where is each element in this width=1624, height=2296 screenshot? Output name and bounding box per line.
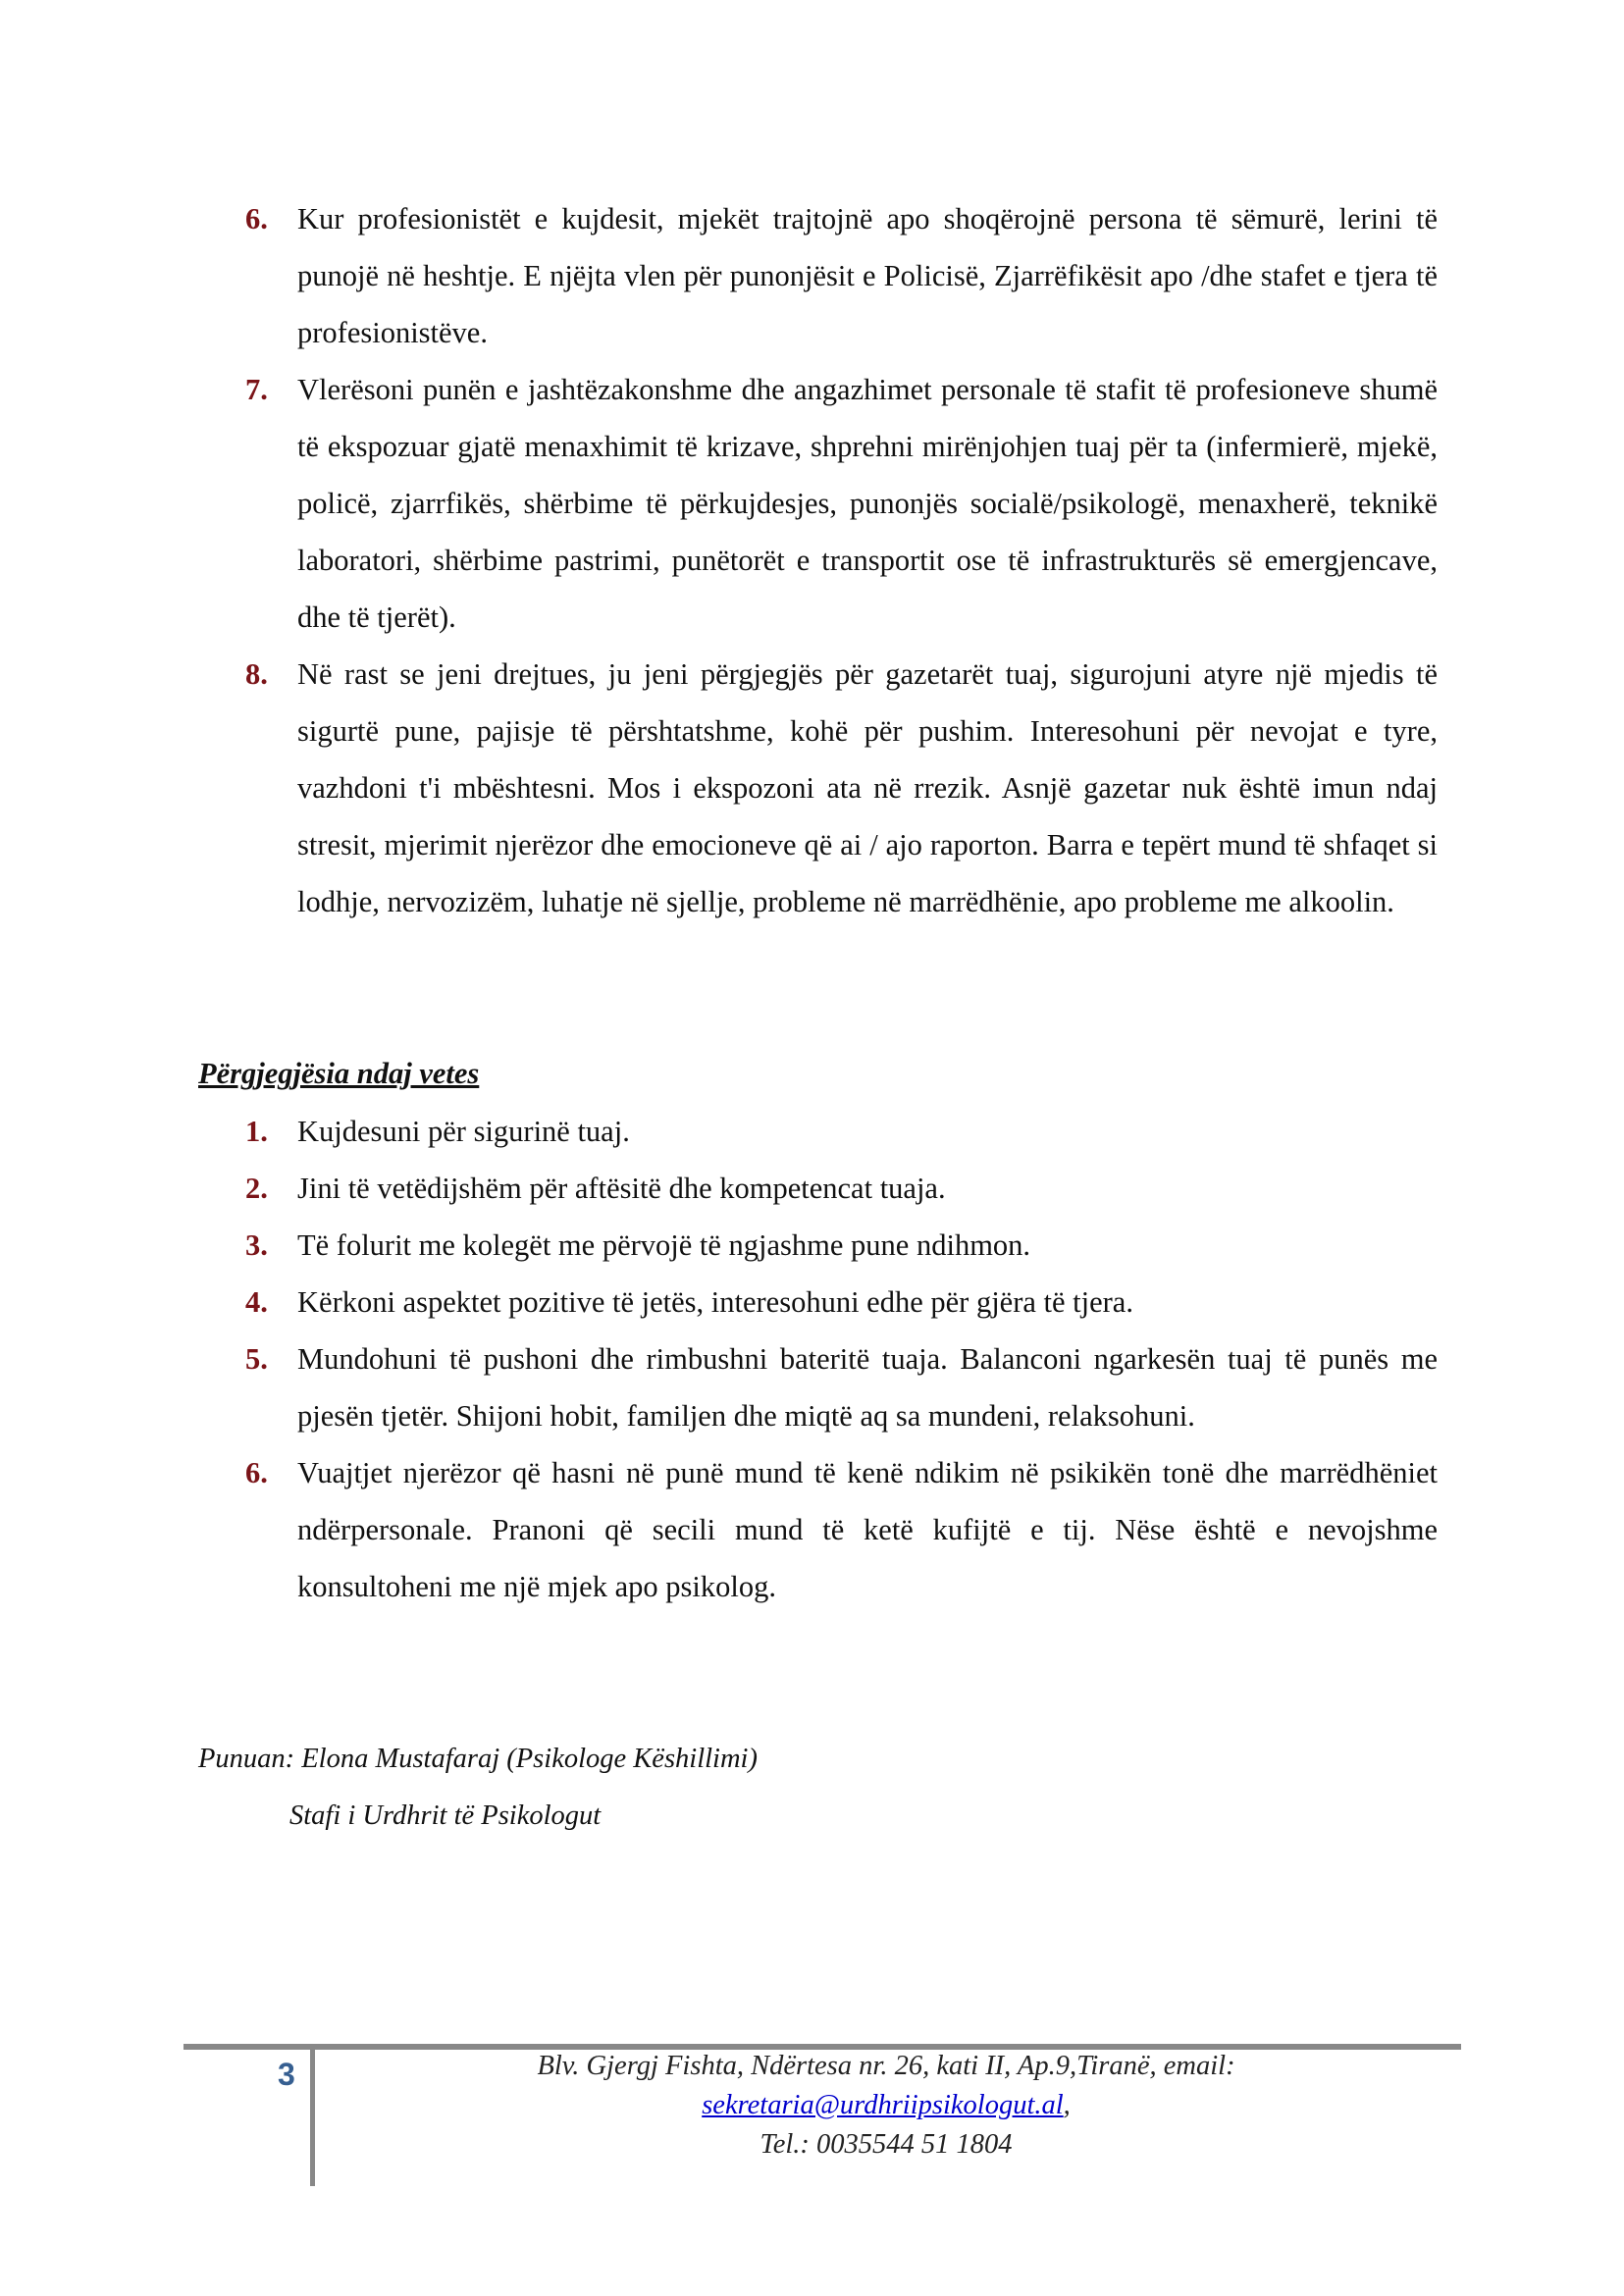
responsibility-to-self-list — [245, 1103, 1438, 1615]
footer-email-suffix: , — [1063, 2090, 1071, 2120]
list-item — [245, 646, 1438, 930]
list-item — [245, 361, 1438, 646]
page-number: 3 — [278, 2057, 295, 2092]
footer-phone: Tel.: 0035544 51 1804 — [760, 2129, 1013, 2160]
list-item — [245, 1331, 1438, 1444]
list-item-text: Kur profesionistët e kujdesit, mjekët trajtojnë apo shoqërojnë persona të sëmurë, lerini të punojë në heshtje. E njëjta vlen për punonjësit e Policisë, Zjarrëfikësit apo /dhe stafet e tjera të profesionistëve. — [297, 202, 1438, 349]
list-item-number: 5. — [245, 1342, 268, 1376]
list-item-number: 6. — [245, 202, 268, 235]
list-item-number: 6. — [245, 1456, 268, 1489]
list-item-number: 7. — [245, 373, 268, 406]
list-item — [245, 1160, 1438, 1217]
list-item-number: 4. — [245, 1285, 268, 1319]
credit-author-line: Punuan: Elona Mustafaraj (Psikologe Këshillimi) — [198, 1744, 758, 1774]
list-item-number: 2. — [245, 1172, 268, 1205]
list-item-number: 1. — [245, 1115, 268, 1148]
section-heading: Përgjegjësia ndaj vetes — [198, 1057, 480, 1090]
list-item-number: 3. — [245, 1228, 268, 1262]
list-item — [245, 1217, 1438, 1274]
list-item — [245, 1103, 1438, 1160]
list-item-number: 8. — [245, 657, 268, 691]
list-item-text: Kërkoni aspektet pozitive të jetës, interesohuni edhe për gjëra të tjera. — [297, 1285, 1133, 1319]
list-item-text: Jini të vetëdijshëm për aftësitë dhe kompetencat tuaja. — [297, 1172, 946, 1205]
list-item-text: Mundohuni të pushoni dhe rimbushni bateritë tuaja. Balanconi ngarkesën tuaj të punës me pjesën tjetër. Shijoni hobit, familjen dhe miqtë aq sa mundeni, relaksohuni. — [297, 1342, 1438, 1433]
responsibility-to-others-list — [245, 190, 1438, 930]
list-item — [245, 1444, 1438, 1615]
list-item-text: Vuajtjet njerëzor që hasni në punë mund të kenë ndikim në psikikën tonë dhe marrëdhëniet ndërpersonale. Pranoni që secili mund të ketë kufijtë e tij. Nëse është e nevojshme konsultoheni me një mjek apo psikolog. — [297, 1456, 1438, 1603]
list-item — [245, 190, 1438, 361]
credit-organization-line: Stafi i Urdhrit të Psikologut — [289, 1800, 602, 1831]
list-item-text: Të folurit me kolegët me përvojë të ngjashme pune ndihmon. — [297, 1228, 1031, 1262]
footer-vertical-divider — [310, 2044, 315, 2186]
footer-address: Blv. Gjergj Fishta, Ndërtesa nr. 26, kati II, Ap.9,Tiranë, email: — [537, 2051, 1235, 2081]
list-item — [245, 1274, 1438, 1331]
list-item-text: Në rast se jeni drejtues, ju jeni përgjegjës për gazetarët tuaj, sigurojuni atyre një mjedis të sigurtë pune, pajisje të përshtatshme, kohë për pushim. Interesohuni për nevojat e tyre, vazhdoni t'i mbështesni. Mos i ekspozoni ata në rrezik. Asnjë gazetar nuk është imun ndaj stresit, mjerimit njerëzor dhe emocioneve që ai / ajo raporton. Barra e tepërt mund të shfaqet si lodhje, nervozizëm, luhatje në sjellje, probleme në marrëdhënie, apo probleme me alkoolin. — [297, 657, 1438, 918]
footer-email-line — [327, 2086, 1445, 2125]
footer-contact — [327, 2047, 1445, 2165]
footer-email-link[interactable]: sekretaria@urdhriipsikologut.al — [702, 2090, 1064, 2120]
author-credit — [198, 1731, 758, 1845]
list-item-text: Vlerësoni punën e jashtëzakonshme dhe angazhimet personale të stafit të profesioneve shumë të ekspozuar gjatë menaxhimit të krizave, shprehni mirënjohjen tuaj për ta (infermierë, mjekë, policë, zjarrfikës, shërbime të përkujdesjes, punonjës socialë/psikologë, menaxherë, teknikë laboratori, shërbime pastrimi, punëtorët e transportit ose të infrastrukturës së emergjencave, dhe të tjerët). — [297, 373, 1438, 634]
list-item-text: Kujdesuni për sigurinë tuaj. — [297, 1115, 630, 1148]
